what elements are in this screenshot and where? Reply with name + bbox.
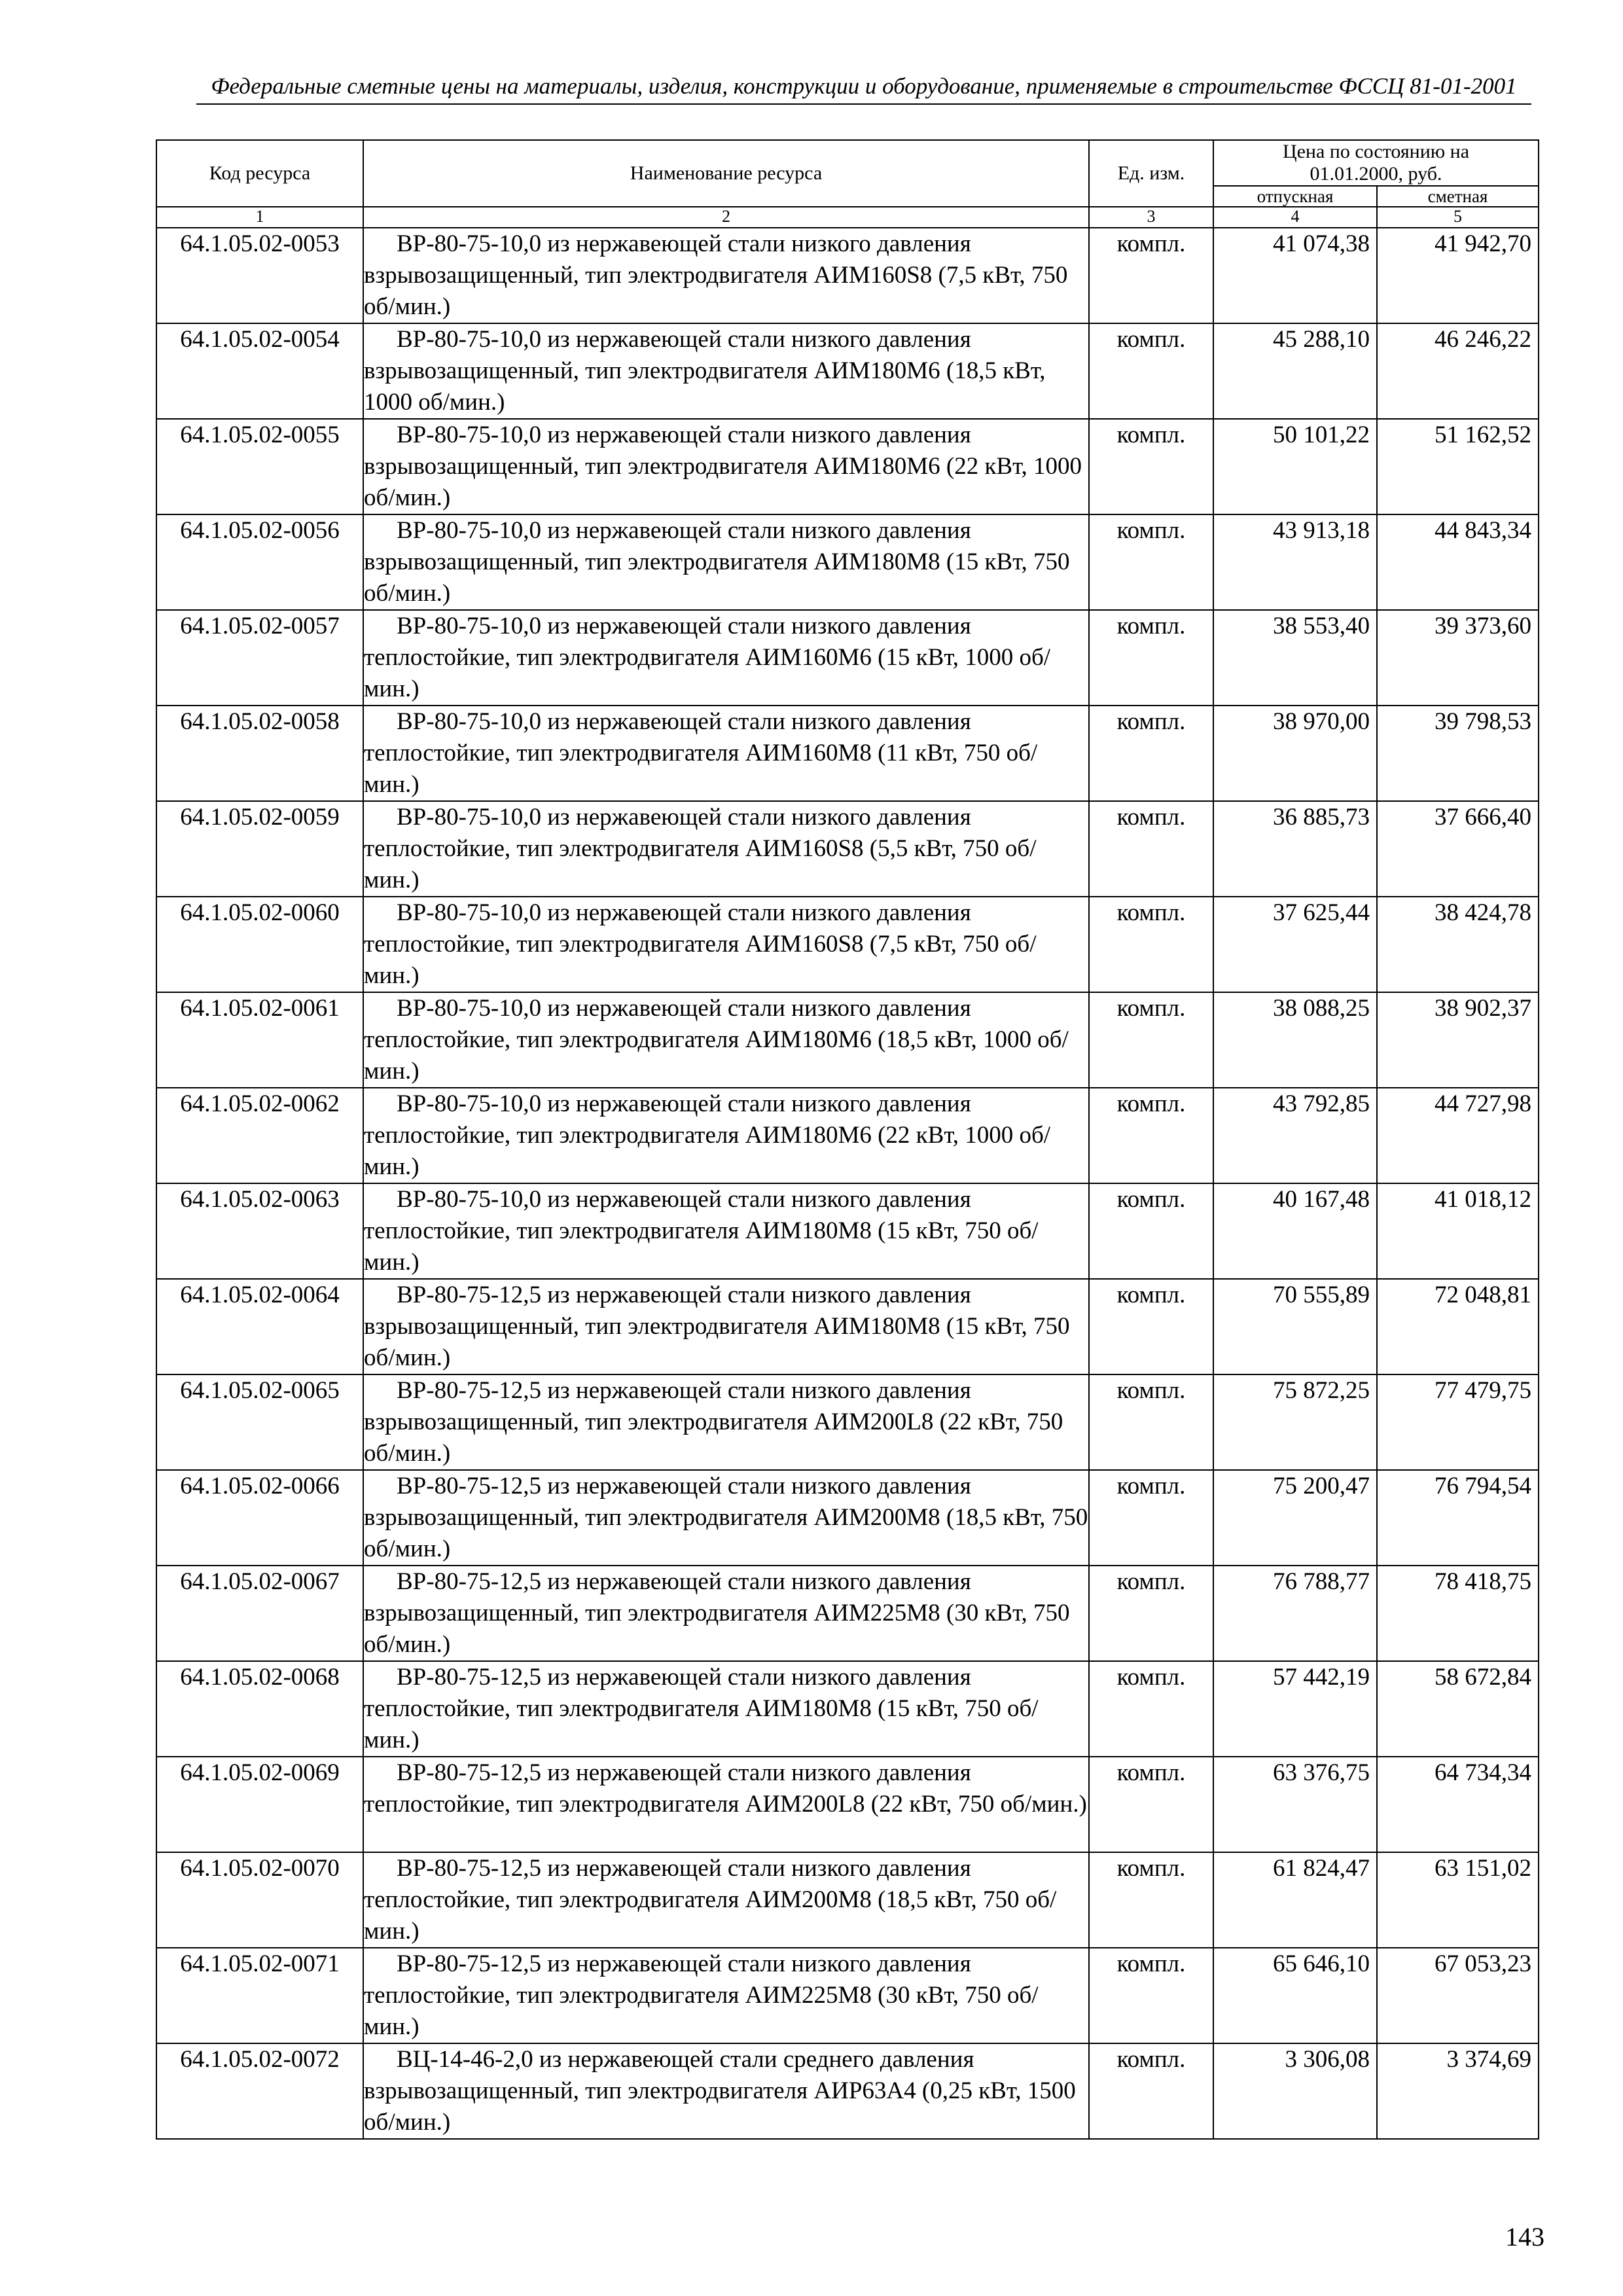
resource-name: ВР-80-75-10,0 из нержавеющей стали низкого давления теплостойкие, тип электродвигателя АИМ160S8 (7,5 кВт, 750 об/мин.) bbox=[363, 897, 1089, 992]
resource-name: ВР-80-75-12,5 из нержавеющей стали низкого давления теплостойкие, тип электродвигателя АИМ180М8 (15 кВт, 750 об/мин.) bbox=[363, 1661, 1089, 1757]
release-price: 38 553,40 bbox=[1213, 610, 1377, 706]
estimate-price: 44 843,34 bbox=[1377, 514, 1539, 610]
estimate-price: 76 794,54 bbox=[1377, 1470, 1539, 1566]
resource-name: ВР-80-75-10,0 из нержавеющей стали низкого давления теплостойкие, тип электродвигателя АИМ160S8 (5,5 кВт, 750 об/мин.) bbox=[363, 801, 1089, 897]
resource-code: 64.1.05.02-0059 bbox=[156, 801, 363, 897]
release-price: 40 167,48 bbox=[1213, 1183, 1377, 1279]
resource-name: ВР-80-75-10,0 из нержавеющей стали низкого давления теплостойкие, тип электродвигателя АИМ180М6 (18,5 кВт, 1000 об/мин.) bbox=[363, 992, 1089, 1088]
table-row bbox=[156, 1088, 1539, 1183]
release-price: 38 088,25 bbox=[1213, 992, 1377, 1088]
release-price: 57 442,19 bbox=[1213, 1661, 1377, 1757]
table-row bbox=[156, 610, 1539, 706]
estimate-price: 44 727,98 bbox=[1377, 1088, 1539, 1183]
header-code: Код ресурса bbox=[156, 140, 363, 207]
unit-of-measure: компл. bbox=[1089, 1183, 1213, 1279]
column-number-row bbox=[156, 207, 1539, 228]
resource-name: ВР-80-75-10,0 из нержавеющей стали низкого давления взрывозащищенный, тип электродвигателя АИМ180М6 (22 кВт, 1000 об/мин.) bbox=[363, 419, 1089, 514]
resource-name: ВР-80-75-10,0 из нержавеющей стали низкого давления теплостойкие, тип электродвигателя АИМ180М8 (15 кВт, 750 об/мин.) bbox=[363, 1183, 1089, 1279]
release-price: 50 101,22 bbox=[1213, 419, 1377, 514]
release-price: 36 885,73 bbox=[1213, 801, 1377, 897]
release-price: 65 646,10 bbox=[1213, 1948, 1377, 2043]
table-body bbox=[156, 228, 1539, 2139]
resource-name: ВР-80-75-10,0 из нержавеющей стали низкого давления взрывозащищенный, тип электродвигателя АИМ180М6 (18,5 кВт, 1000 об/мин.) bbox=[363, 323, 1089, 419]
table-row bbox=[156, 1757, 1539, 1852]
unit-of-measure: компл. bbox=[1089, 323, 1213, 419]
unit-of-measure: компл. bbox=[1089, 1661, 1213, 1757]
table-row bbox=[156, 1374, 1539, 1470]
estimate-price: 41 942,70 bbox=[1377, 228, 1539, 323]
resource-name: ВР-80-75-10,0 из нержавеющей стали низкого давления теплостойкие, тип электродвигателя АИМ180М6 (22 кВт, 1000 об/мин.) bbox=[363, 1088, 1089, 1183]
release-price: 37 625,44 bbox=[1213, 897, 1377, 992]
table-row bbox=[156, 1279, 1539, 1374]
table-row bbox=[156, 1852, 1539, 1948]
release-price: 63 376,75 bbox=[1213, 1757, 1377, 1852]
header-release-price: отпускная bbox=[1213, 186, 1377, 207]
estimate-price: 63 151,02 bbox=[1377, 1852, 1539, 1948]
unit-of-measure: компл. bbox=[1089, 514, 1213, 610]
column-number: 1 bbox=[156, 207, 363, 228]
unit-of-measure: компл. bbox=[1089, 992, 1213, 1088]
release-price: 61 824,47 bbox=[1213, 1852, 1377, 1948]
release-price: 41 074,38 bbox=[1213, 228, 1377, 323]
release-price: 3 306,08 bbox=[1213, 2043, 1377, 2139]
column-number: 3 bbox=[1089, 207, 1213, 228]
release-price: 70 555,89 bbox=[1213, 1279, 1377, 1374]
resource-code: 64.1.05.02-0070 bbox=[156, 1852, 363, 1948]
resource-name: ВЦ-14-46-2,0 из нержавеющей стали среднего давления взрывозащищенный, тип электродвигателя АИР63А4 (0,25 кВт, 1500 об/мин.) bbox=[363, 2043, 1089, 2139]
estimate-price: 51 162,52 bbox=[1377, 419, 1539, 514]
release-price: 38 970,00 bbox=[1213, 706, 1377, 801]
release-price: 45 288,10 bbox=[1213, 323, 1377, 419]
resource-name: ВР-80-75-12,5 из нержавеющей стали низкого давления взрывозащищенный, тип электродвигателя АИМ200М8 (18,5 кВт, 750 об/мин.) bbox=[363, 1470, 1089, 1566]
estimate-price: 64 734,34 bbox=[1377, 1757, 1539, 1852]
estimate-price: 58 672,84 bbox=[1377, 1661, 1539, 1757]
estimate-price: 78 418,75 bbox=[1377, 1566, 1539, 1661]
resource-name: ВР-80-75-10,0 из нержавеющей стали низкого давления теплостойкие, тип электродвигателя АИМ160М6 (15 кВт, 1000 об/мин.) bbox=[363, 610, 1089, 706]
resource-name: ВР-80-75-12,5 из нержавеющей стали низкого давления взрывозащищенный, тип электродвигателя АИМ225М8 (30 кВт, 750 об/мин.) bbox=[363, 1566, 1089, 1661]
resource-name: ВР-80-75-12,5 из нержавеющей стали низкого давления взрывозащищенный, тип электродвигателя АИМ180М8 (15 кВт, 750 об/мин.) bbox=[363, 1279, 1089, 1374]
unit-of-measure: компл. bbox=[1089, 1470, 1213, 1566]
resource-name: ВР-80-75-12,5 из нержавеющей стали низкого давления теплостойкие, тип электродвигателя АИМ200М8 (18,5 кВт, 750 об/мин.) bbox=[363, 1852, 1089, 1948]
resource-code: 64.1.05.02-0067 bbox=[156, 1566, 363, 1661]
page-number: 143 bbox=[1505, 2222, 1544, 2251]
unit-of-measure: компл. bbox=[1089, 2043, 1213, 2139]
resource-code: 64.1.05.02-0072 bbox=[156, 2043, 363, 2139]
price-table bbox=[156, 139, 1539, 2140]
release-price: 75 872,25 bbox=[1213, 1374, 1377, 1470]
table-row bbox=[156, 1566, 1539, 1661]
estimate-price: 77 479,75 bbox=[1377, 1374, 1539, 1470]
resource-code: 64.1.05.02-0062 bbox=[156, 1088, 363, 1183]
header-estimate-price: сметная bbox=[1377, 186, 1539, 207]
resource-name: ВР-80-75-12,5 из нержавеющей стали низкого давления взрывозащищенный, тип электродвигателя АИМ200L8 (22 кВт, 750 об/мин.) bbox=[363, 1374, 1089, 1470]
resource-code: 64.1.05.02-0055 bbox=[156, 419, 363, 514]
table-row bbox=[156, 1470, 1539, 1566]
resource-code: 64.1.05.02-0061 bbox=[156, 992, 363, 1088]
estimate-price: 37 666,40 bbox=[1377, 801, 1539, 897]
unit-of-measure: компл. bbox=[1089, 1948, 1213, 2043]
table-row bbox=[156, 706, 1539, 801]
estimate-price: 46 246,22 bbox=[1377, 323, 1539, 419]
column-number: 5 bbox=[1377, 207, 1539, 228]
unit-of-measure: компл. bbox=[1089, 610, 1213, 706]
unit-of-measure: компл. bbox=[1089, 419, 1213, 514]
release-price: 75 200,47 bbox=[1213, 1470, 1377, 1566]
resource-code: 64.1.05.02-0064 bbox=[156, 1279, 363, 1374]
unit-of-measure: компл. bbox=[1089, 706, 1213, 801]
column-number: 2 bbox=[363, 207, 1089, 228]
unit-of-measure: компл. bbox=[1089, 1279, 1213, 1374]
release-price: 43 913,18 bbox=[1213, 514, 1377, 610]
release-price: 43 792,85 bbox=[1213, 1088, 1377, 1183]
estimate-price: 72 048,81 bbox=[1377, 1279, 1539, 1374]
resource-name: ВР-80-75-10,0 из нержавеющей стали низкого давления взрывозащищенный, тип электродвигателя АИМ160S8 (7,5 кВт, 750 об/мин.) bbox=[363, 228, 1089, 323]
table-row bbox=[156, 514, 1539, 610]
resource-code: 64.1.05.02-0063 bbox=[156, 1183, 363, 1279]
estimate-price: 38 902,37 bbox=[1377, 992, 1539, 1088]
header-rule bbox=[196, 103, 1531, 105]
resource-name: ВР-80-75-12,5 из нержавеющей стали низкого давления теплостойкие, тип электродвигателя АИМ200L8 (22 кВт, 750 об/мин.) bbox=[363, 1757, 1089, 1852]
table-row bbox=[156, 228, 1539, 323]
resource-name: ВР-80-75-12,5 из нержавеющей стали низкого давления теплостойкие, тип электродвигателя АИМ225М8 (30 кВт, 750 об/мин.) bbox=[363, 1948, 1089, 2043]
unit-of-measure: компл. bbox=[1089, 228, 1213, 323]
estimate-price: 39 373,60 bbox=[1377, 610, 1539, 706]
table-header-row bbox=[156, 140, 1539, 186]
resource-code: 64.1.05.02-0060 bbox=[156, 897, 363, 992]
table-row bbox=[156, 323, 1539, 419]
resource-name: ВР-80-75-10,0 из нержавеющей стали низкого давления теплостойкие, тип электродвигателя АИМ160М8 (11 кВт, 750 об/мин.) bbox=[363, 706, 1089, 801]
unit-of-measure: компл. bbox=[1089, 897, 1213, 992]
unit-of-measure: компл. bbox=[1089, 1566, 1213, 1661]
unit-of-measure: компл. bbox=[1089, 1374, 1213, 1470]
estimate-price: 38 424,78 bbox=[1377, 897, 1539, 992]
header-price: Цена по состоянию на 01.01.2000, руб. bbox=[1213, 140, 1539, 186]
resource-code: 64.1.05.02-0065 bbox=[156, 1374, 363, 1470]
estimate-price: 67 053,23 bbox=[1377, 1948, 1539, 2043]
resource-code: 64.1.05.02-0071 bbox=[156, 1948, 363, 2043]
running-header: Федеральные сметные цены на материалы, изделия, конструкции и оборудование, применяемые в строительстве ФССЦ 81-01-2001 bbox=[211, 73, 1517, 99]
table-row bbox=[156, 419, 1539, 514]
resource-code: 64.1.05.02-0054 bbox=[156, 323, 363, 419]
unit-of-measure: компл. bbox=[1089, 1852, 1213, 1948]
table-row bbox=[156, 1661, 1539, 1757]
column-number: 4 bbox=[1213, 207, 1377, 228]
estimate-price: 3 374,69 bbox=[1377, 2043, 1539, 2139]
table-row bbox=[156, 992, 1539, 1088]
release-price: 76 788,77 bbox=[1213, 1566, 1377, 1661]
header-unit: Ед. изм. bbox=[1089, 140, 1213, 207]
resource-code: 64.1.05.02-0066 bbox=[156, 1470, 363, 1566]
table-row bbox=[156, 1183, 1539, 1279]
resource-name: ВР-80-75-10,0 из нержавеющей стали низкого давления взрывозащищенный, тип электродвигателя АИМ180М8 (15 кВт, 750 об/мин.) bbox=[363, 514, 1089, 610]
resource-code: 64.1.05.02-0058 bbox=[156, 706, 363, 801]
unit-of-measure: компл. bbox=[1089, 1757, 1213, 1852]
resource-code: 64.1.05.02-0069 bbox=[156, 1757, 363, 1852]
header-name: Наименование ресурса bbox=[363, 140, 1089, 207]
table-row bbox=[156, 801, 1539, 897]
unit-of-measure: компл. bbox=[1089, 1088, 1213, 1183]
unit-of-measure: компл. bbox=[1089, 801, 1213, 897]
table-row bbox=[156, 897, 1539, 992]
resource-code: 64.1.05.02-0053 bbox=[156, 228, 363, 323]
resource-code: 64.1.05.02-0068 bbox=[156, 1661, 363, 1757]
table-row bbox=[156, 1948, 1539, 2043]
resource-code: 64.1.05.02-0056 bbox=[156, 514, 363, 610]
resource-code: 64.1.05.02-0057 bbox=[156, 610, 363, 706]
estimate-price: 39 798,53 bbox=[1377, 706, 1539, 801]
estimate-price: 41 018,12 bbox=[1377, 1183, 1539, 1279]
table-row bbox=[156, 2043, 1539, 2139]
